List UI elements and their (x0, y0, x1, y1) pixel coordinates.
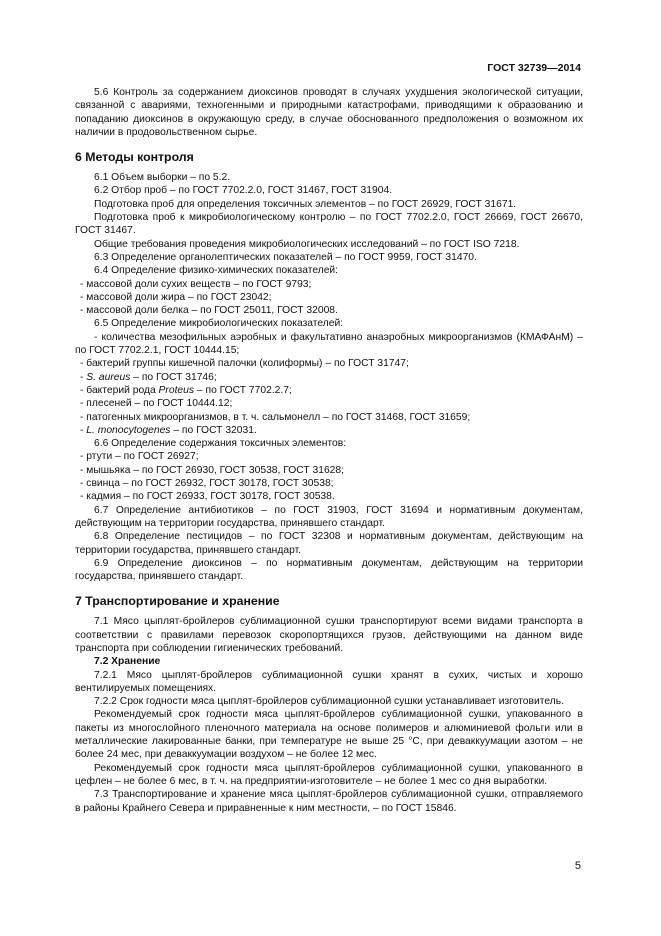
listeria-name: L. monocytogenes (86, 424, 171, 436)
list-item-mold: - плесеней – по ГОСТ 10444.12; (80, 398, 233, 410)
proteus-ref: – по ГОСТ 7702.2.7; (194, 384, 292, 396)
line-6-4: 6.4 Определение физико-химических показателей: (94, 265, 339, 277)
document-code-header: ГОСТ 32739—2014 (487, 62, 581, 74)
line-6-7: 6.7 Определение антибиотиков – по ГОСТ 31903, ГОСТ 31694 и нормативным документам, действующим на территории государства, принявшего стандарт. (75, 504, 583, 529)
line-prep-micro: Подготовка проб к микробиологическому контролю – по ГОСТ 7702.2.0, ГОСТ 26669, ГОСТ 26670, ГОСТ 31467. (75, 212, 583, 237)
subsection-7-2-heading: 7.2 Хранение (94, 656, 161, 668)
paragraph-7-2-1: 7.2.1 Мясо цыплят-бройлеров сублимационной сушки хранят в сухих, чистых и хорошо вентилируемых помещениях. (75, 669, 583, 694)
line-6-2: 6.2 Отбор проб – по ГОСТ 7702.2.0, ГОСТ 31467, ГОСТ 31904. (94, 185, 393, 197)
saureus-ref: – по ГОСТ 31746; (130, 371, 217, 383)
page-content (75, 86, 583, 815)
list-item-kmafanm: - количества мезофильных аэробных и факультативно анаэробных микроорганизмов (КМАФАнМ) – по ГОСТ 7702.2.1, ГОСТ 10444.15; (75, 331, 583, 357)
list-item-proteus (75, 384, 583, 397)
section-6-heading: 6 Методы контроля (75, 150, 194, 165)
line-6-5: 6.5 Определение микробиологических показателей: (94, 318, 344, 330)
section-7-heading: 7 Транспортирование и хранение (75, 594, 280, 609)
list-item-coliform: - бактерий группы кишечной палочки (колиформы) – по ГОСТ 31747; (80, 358, 409, 370)
paragraph-7-1: 7.1 Мясо цыплят-бройлеров сублимационной сушки транспортируют всеми видами транспорта в соответствии с правилами перевозок скоропортящихся грузов, действующими на данном виде транспорта при соблюдении гигиенических требований. (75, 616, 583, 654)
proteus-name: Proteus (158, 384, 195, 396)
line-6-3: 6.3 Определение органолептических показателей – по ГОСТ 9959, ГОСТ 31470. (94, 251, 477, 263)
line-6-9: 6.9 Определение диоксинов – по нормативным документам, действующим на территории государства, принявшего стандарт. (75, 557, 583, 583)
proteus-prefix: - бактерий рода (80, 384, 159, 396)
paragraph-7-2-2: 7.2.2 Срок годности мяса цыплят-бройлеров сублимационной сушки устанавливает изготовитель. (94, 696, 564, 708)
list-item-pathogens: - патогенных микроорганизмов, в т. ч. сальмонелл – по ГОСТ 31468, ГОСТ 31659; (80, 411, 471, 423)
list-item-cadmium: - кадмия – по ГОСТ 26933, ГОСТ 30178, ГОСТ 30538. (80, 491, 335, 503)
paragraph-recommended-2: Рекомендуемый срок годности мяса цыплят-бройлеров сублимационной сушки, упакованного в цефлен – не более 6 мес, в т. ч. на предприятии-изготовителе – не более 1 мес со дня выработки. (75, 762, 583, 787)
paragraph-5-6: 5.6 Контроль за содержанием диоксинов проводят в случаях ухудшения экологической ситуации, связанной с авариями, техногенными и природными катастрофами, приводящими к образованию и попаданию диоксинов в окружающую среду, в случае обоснованного предположения о возможном их наличии в продовольственном сырье. (75, 87, 583, 138)
line-6-8: 6.8 Определение пестицидов – по ГОСТ 32308 и нормативным документам, действующим на территории государства, принявшего стандарт. (75, 531, 583, 556)
list-item-saureus: - S. aureus – по ГОСТ 31746; (80, 371, 217, 383)
line-6-6: 6.6 Определение содержания токсичных элементов: (94, 438, 347, 450)
line-prep-toxic: Подготовка проб для определения токсичных элементов – по ГОСТ 26929, ГОСТ 31671. (94, 198, 517, 210)
saureus-name: S. aureus (86, 371, 131, 383)
list-item-mercury: - ртути – по ГОСТ 26927; (80, 451, 199, 463)
list-item-lead: - свинца – по ГОСТ 26932, ГОСТ 30178, ГОСТ 30538; (80, 478, 334, 490)
list-item-protein: - массовой доли белка – по ГОСТ 25011, ГОСТ 32008. (80, 305, 338, 317)
listeria-ref: – по ГОСТ 32031. (170, 424, 257, 436)
line-6-1: 6.1 Объем выборки – по 5.2. (94, 172, 231, 184)
list-item-fat: - массовой доли жира – по ГОСТ 23042; (80, 291, 272, 303)
page-number: 5 (574, 860, 581, 872)
list-item-listeria: - L. monocytogenes – по ГОСТ 32031. (80, 424, 257, 436)
line-general-micro: Общие требования проведения микробиологических исследований – по ГОСТ ISO 7218. (94, 238, 520, 250)
paragraph-recommended-1: Рекомендуемый срок годности мяса цыплят-бройлеров сублимационной сушки, упакованного в пакеты из многослойного пленочного материала на основе полимеров и алюминиевой фольги или в металлические лакированные банки, при температуре не выше 25 °С, при деваккуумации азотом – не более 24 мес, при деваккуумации воздухом – не более 12 мес. (75, 709, 583, 761)
list-item-arsenic: - мышьяка – по ГОСТ 26930, ГОСТ 30538, ГОСТ 31628; (80, 464, 344, 476)
paragraph-7-3: 7.3 Транспортирование и хранение мяса цыплят-бройлеров сублимационной сушки, отправляемого в районы Крайнего Севера и приравненные к ним местности, – по ГОСТ 15846. (75, 789, 583, 814)
list-item-dry: - массовой доли сухих веществ – по ГОСТ 9793; (80, 278, 312, 290)
